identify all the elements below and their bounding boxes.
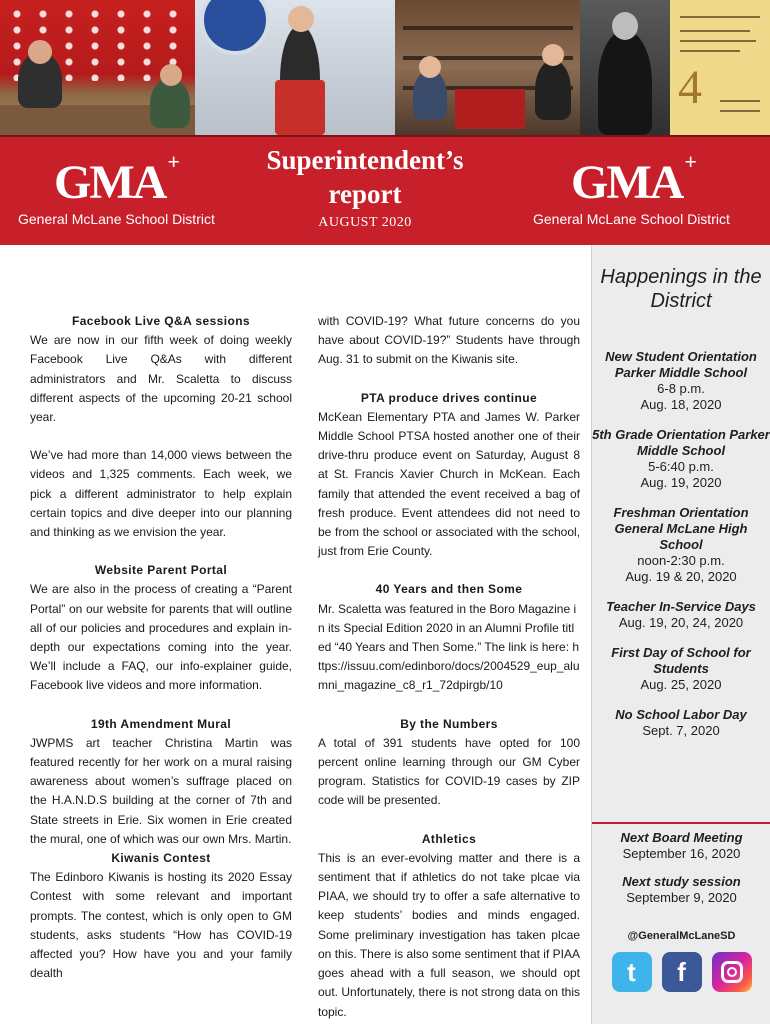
event-item xyxy=(592,427,770,491)
event-name: First Day of School for Students xyxy=(611,645,751,676)
photo-facebook-live-set xyxy=(0,0,195,135)
paragraph: Mr. Scaletta was featured in the Boro Magazine in its Special Edition 2020 in an Alumni Profile titled “40 Years and Then Some.” The link is here: https://issuu.com/edinboro/docs/2004529_eup_alumni_magazine_c8_r1_72dpirgb/10 xyxy=(318,601,580,693)
section-heading: Athletics xyxy=(421,831,477,846)
event-date: Aug. 19 & 20, 2020 xyxy=(625,569,737,584)
paragraph: This is an ever-evolving matter and there is a sentiment that if athletics do not take plcae via PIAA, we should try to offer a safe alternative to keep students’ bodies and minds engaged. Some preliminary investigation has taken plcae on this. There is also some sentiment that if PIAA goes ahead with a full season, we should opt out. Unfortunately, there is not strong data on this topic. xyxy=(318,850,580,1019)
section-heading: Website Parent Portal xyxy=(94,563,228,578)
event-list xyxy=(592,349,770,739)
masthead xyxy=(0,135,770,245)
event-date: Aug. 18, 2020 xyxy=(640,397,722,412)
report-date: AUGUST 2020 xyxy=(318,215,412,230)
event-item xyxy=(592,599,770,631)
logo-mark: GMA+ xyxy=(571,149,695,209)
report-title-line2: report xyxy=(328,179,402,209)
photo-library-reader xyxy=(395,0,580,135)
paragraph: JWPMS art teacher Christina Martin was featured recently for her work on a mural raising awareness about women’s suffrage placed on the H.A.N.D.S building at the corner of 7th and State streets in Erie. Six women in Erie created the mural, one of which was our own Mrs. Martin. xyxy=(30,735,292,846)
instagram-icon[interactable] xyxy=(712,952,752,992)
paragraph: The Edinboro Kiwanis is hosting its 2020 Essay Contest with some relevant and important prompts. The contest, which is only open to GM students, asks students “How has COVID-19 affected you? How have you and your family dealth xyxy=(30,870,292,981)
paragraph: We are now in our fifth week of doing weekly Facebook Live Q&As with different administrators and Mr. Scaletta to discuss different aspects of the upcoming 20-21 school year. xyxy=(30,333,292,425)
report-title-line1: Superintendent’s xyxy=(266,145,464,175)
event-name: No School Labor Day xyxy=(615,707,747,722)
photo-alumni-portrait xyxy=(580,0,670,135)
event-name: New Student Orientation Parker Middle School xyxy=(605,349,757,380)
logo-mark: GMA+ xyxy=(54,149,178,209)
photo-magazine-page: 4 xyxy=(670,0,770,135)
twitter-icon[interactable]: t xyxy=(612,952,652,992)
event-date: Aug. 19, 2020 xyxy=(640,475,722,490)
district-name: General McLane School District xyxy=(533,211,730,227)
sidebar-divider xyxy=(592,822,770,824)
social-handle: @GeneralMcLaneSD xyxy=(627,930,736,942)
section-heading: By the Numbers xyxy=(400,716,498,731)
district-logo-left xyxy=(18,149,215,227)
happenings-sidebar xyxy=(591,245,770,1024)
facebook-icon[interactable]: f xyxy=(662,952,702,992)
paragraph: A total of 391 students have opted for 100 percent online learning through our GM Cyber program. Statistics for COVID-19 cases by ZIP code will be presented. xyxy=(318,735,580,808)
next-board-label: Next Board Meeting xyxy=(620,830,743,845)
left-column xyxy=(30,312,292,984)
paragraph: McKean Elementary PTA and James W. Parker Middle School PTSA hosted another one of their drive-thru produce event on Saturday, August 8 at St. Francis Xavier Church in McKean. Each family that attended the event received a bag of fresh produce. Event attendees did not need to be from the school or associated with the school, just from Erie County. xyxy=(318,409,580,559)
photo-strip xyxy=(0,0,770,135)
next-study-date: September 9, 2020 xyxy=(626,890,737,905)
paragraph: We’ve had more than 14,000 views between the videos and 1,325 comments. Each week, we pick a different administrator to help explain certain topics and dive deeper into our planning and thinking as we envision the year. xyxy=(30,448,292,540)
social-icons xyxy=(592,952,770,992)
event-date: Sept. 7, 2020 xyxy=(642,723,720,738)
section-heading: Kiwanis Contest xyxy=(111,851,211,866)
section-heading: 19th Amendment Mural xyxy=(90,716,232,731)
report-title-block xyxy=(245,137,485,247)
event-time: noon-2:30 p.m. xyxy=(637,553,725,568)
next-board-date: September 16, 2020 xyxy=(622,846,741,861)
middle-column xyxy=(318,312,580,1022)
event-time: 5-6:40 p.m. xyxy=(648,459,714,474)
paragraph: with COVID-19? What future concerns do you have about COVID-19?” Students have through Aug. 31 to submit on the Kiwanis site. xyxy=(318,314,580,367)
next-study-label: Next study session xyxy=(622,874,741,889)
event-date: Aug. 25, 2020 xyxy=(640,677,722,692)
section-heading: Facebook Live Q&A sessions xyxy=(71,314,250,328)
event-item xyxy=(592,505,770,585)
event-name: Teacher In-Service Days xyxy=(606,599,756,614)
event-item xyxy=(592,707,770,739)
paragraph: We are also in the process of creating a “Parent Portal” on our website for parents that will outline all of our policies and procedures and explain in-depth our expectations coming into the year. We’ll include a FAQ, our info-explainer guide, Facebook live videos and more information. xyxy=(30,582,292,693)
event-name: Freshman Orientation General McLane High School xyxy=(613,505,749,552)
upcoming-meetings xyxy=(592,830,770,992)
sidebar-title: Happenings in the District xyxy=(600,266,762,312)
event-date: Aug. 19, 20, 24, 2020 xyxy=(618,615,744,630)
district-name: General McLane School District xyxy=(18,211,215,227)
event-item xyxy=(592,645,770,693)
district-logo-right xyxy=(533,149,730,227)
event-time: 6-8 p.m. xyxy=(657,381,705,396)
photo-mural-artist xyxy=(195,0,395,135)
event-name: 5th Grade Orientation Parker Middle School xyxy=(592,427,770,458)
section-heading: PTA produce drives continue xyxy=(360,390,538,405)
event-item xyxy=(592,349,770,413)
section-heading: 40 Years and then Some xyxy=(375,582,523,597)
